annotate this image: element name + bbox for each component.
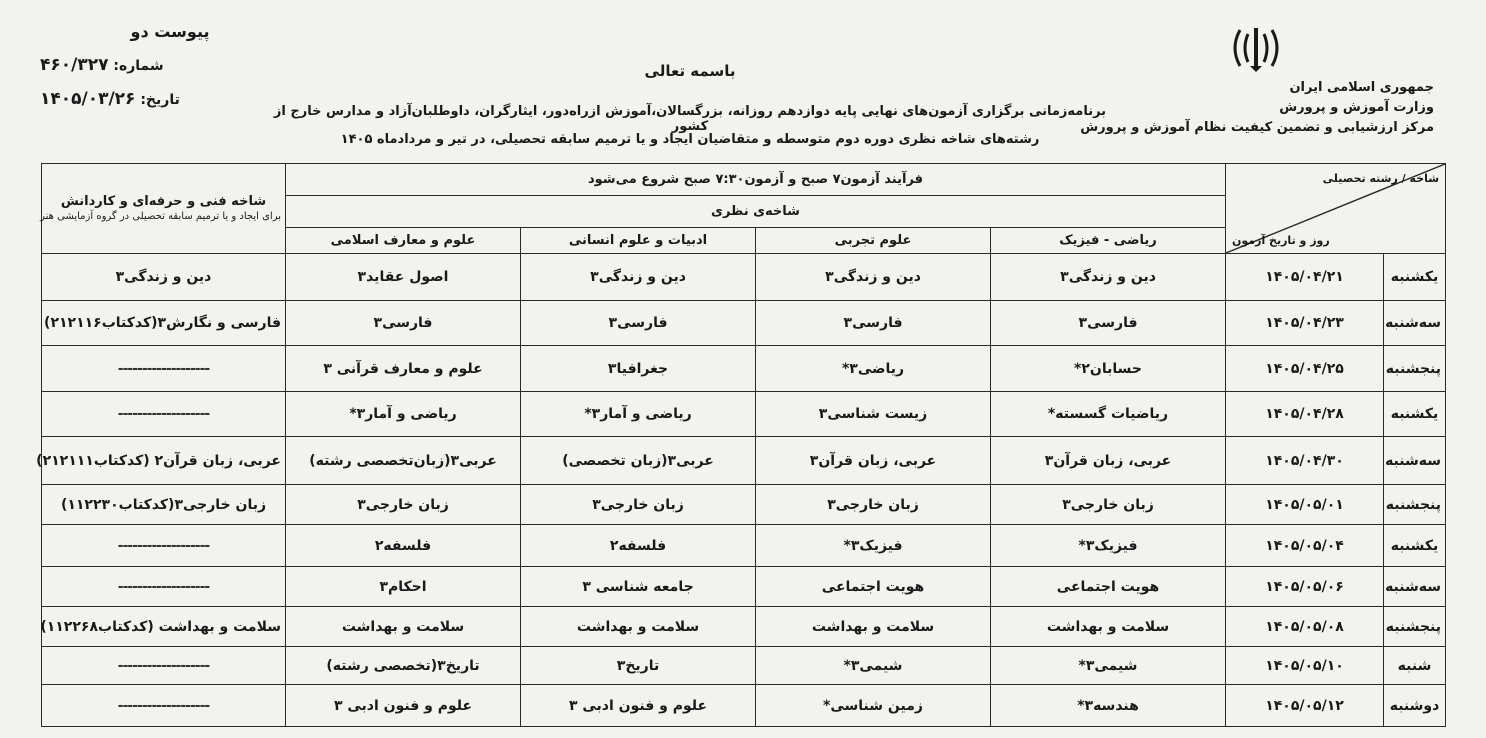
cell-math: دین و زندگی۳ — [991, 254, 1226, 301]
tech-branch-header — [42, 164, 286, 254]
cell-humanities: تاریخ۳ — [521, 647, 756, 685]
document-title: باسمه تعالی — [644, 62, 736, 80]
cell-tech: سلامت و بهداشت (کدکتاب۱۱۲۲۶۸) — [42, 607, 286, 647]
day-cell: پنجشنبه — [1384, 485, 1446, 525]
cell-math: فیزیک۳* — [991, 525, 1226, 567]
table-row — [42, 346, 1446, 392]
header-left — [40, 22, 270, 109]
day-cell: سه‌شنبه — [1384, 437, 1446, 485]
column-header-humanities: ادبیات و علوم انسانی — [521, 228, 756, 254]
cell-islamic: ریاضی و آمار۳* — [286, 392, 521, 437]
date-cell: ۱۴۰۵/۰۴/۲۱ — [1226, 254, 1384, 301]
day-cell: پنجشنبه — [1384, 607, 1446, 647]
day-cell: دوشنبه — [1384, 685, 1446, 727]
cell-humanities: جغرافیا۳ — [521, 346, 756, 392]
cell-science: هویت اجتماعی — [756, 567, 991, 607]
cell-math: عربی، زبان قرآن۳ — [991, 437, 1226, 485]
cell-tech: ------------------- — [42, 685, 286, 727]
day-cell: یکشنبه — [1384, 392, 1446, 437]
cell-islamic: عربی۳(زبان‌تخصصی رشته) — [286, 437, 521, 485]
cell-tech: ------------------- — [42, 525, 286, 567]
cell-tech: دین و زندگی۳ — [42, 254, 286, 301]
cell-math: فارسی۳ — [991, 301, 1226, 346]
table-row — [42, 607, 1446, 647]
table-row — [42, 525, 1446, 567]
date-cell: ۱۴۰۵/۰۵/۰۱ — [1226, 485, 1384, 525]
cell-math: هویت اجتماعی — [991, 567, 1226, 607]
date-cell: ۱۴۰۵/۰۵/۰۸ — [1226, 607, 1384, 647]
tech-branch-title: شاخه فنی و حرفه‌ای و کاردانش — [60, 194, 267, 209]
corner-top-label: شاخه / رشته تحصیلی — [1322, 172, 1440, 185]
cell-tech: عربی، زبان قرآن۲ (کدکتاب۲۱۲۱۱۱) — [42, 437, 286, 485]
date-label: تاریخ: — [140, 92, 180, 108]
day-cell: سه‌شنبه — [1384, 301, 1446, 346]
cell-islamic: فارسی۳ — [286, 301, 521, 346]
cell-science: زیست شناسی۳ — [756, 392, 991, 437]
center-name: مرکز ارزشیابی و تضمین کیفیت نظام آموزش و پرورش — [1080, 120, 1434, 135]
cell-science: زبان خارجی۳ — [756, 485, 991, 525]
table-row — [42, 567, 1446, 607]
table-row — [42, 301, 1446, 346]
table-row — [42, 685, 1446, 727]
cell-islamic: احکام۳ — [286, 567, 521, 607]
cell-math: شیمی۳* — [991, 647, 1226, 685]
cell-science: فیزیک۳* — [756, 525, 991, 567]
cell-humanities: فارسی۳ — [521, 301, 756, 346]
cell-math: ریاضیات گسسته* — [991, 392, 1226, 437]
date-cell: ۱۴۰۵/۰۵/۱۲ — [1226, 685, 1384, 727]
date-cell: ۱۴۰۵/۰۴/۲۳ — [1226, 301, 1384, 346]
cell-science: زمین شناسی* — [756, 685, 991, 727]
cell-math: زبان خارجی۳ — [991, 485, 1226, 525]
cell-tech: زبان خارجی۳(کدکتاب۱۱۲۲۳۰) — [42, 485, 286, 525]
cell-islamic: علوم و معارف قرآنی ۳ — [286, 346, 521, 392]
cell-science: شیمی۳* — [756, 647, 991, 685]
cell-humanities: سلامت و بهداشت — [521, 607, 756, 647]
attachment-label: پیوست دو — [130, 22, 210, 41]
cell-islamic: اصول عقاید۳ — [286, 254, 521, 301]
date-cell: ۱۴۰۵/۰۴/۲۵ — [1226, 346, 1384, 392]
corner-bottom-label: روز و تاریخ آزمون — [1232, 234, 1330, 247]
cell-tech: ------------------- — [42, 392, 286, 437]
day-cell: سه‌شنبه — [1384, 567, 1446, 607]
table-row — [42, 254, 1446, 301]
letter-number — [40, 55, 270, 75]
cell-humanities: فلسفه۲ — [521, 525, 756, 567]
day-cell: یکشنبه — [1384, 525, 1446, 567]
cell-humanities: دین و زندگی۳ — [521, 254, 756, 301]
cell-tech: ------------------- — [42, 647, 286, 685]
cell-math: حسابان۲* — [991, 346, 1226, 392]
cell-islamic: زبان خارجی۳ — [286, 485, 521, 525]
letter-date — [40, 89, 270, 109]
cell-science: دین و زندگی۳ — [756, 254, 991, 301]
date-cell: ۱۴۰۵/۰۴/۲۸ — [1226, 392, 1384, 437]
cell-islamic: تاریخ۳(تخصصی رشته) — [286, 647, 521, 685]
day-cell: یکشنبه — [1384, 254, 1446, 301]
cell-islamic: علوم و فنون ادبی ۳ — [286, 685, 521, 727]
cell-science: فارسی۳ — [756, 301, 991, 346]
cell-tech: ------------------- — [42, 346, 286, 392]
cell-math: هندسه۳* — [991, 685, 1226, 727]
number-label: شماره: — [113, 58, 164, 74]
day-cell: پنجشنبه — [1384, 346, 1446, 392]
cell-humanities: جامعه شناسی ۳ — [521, 567, 756, 607]
table-row — [42, 437, 1446, 485]
corner-cell — [1226, 164, 1446, 254]
country-name: جمهوری اسلامی ایران — [1289, 80, 1434, 95]
document-subtitle-1: برنامه‌زمانی برگزاری آزمون‌های نهایی پایه دوازدهم روزانه، بزرگسالان،آموزش ازراه‌دور، ایثارگران، داوطلبان‌آزاد و مدارس خارج از کشور — [273, 104, 1107, 134]
cell-science: سلامت و بهداشت — [756, 607, 991, 647]
date-cell: ۱۴۰۵/۰۵/۱۰ — [1226, 647, 1384, 685]
column-header-science: علوم تجربی — [756, 228, 991, 254]
day-cell: شنبه — [1384, 647, 1446, 685]
cell-math: سلامت و بهداشت — [991, 607, 1226, 647]
cell-science: ریاضی۳* — [756, 346, 991, 392]
column-header-math: ریاضی - فیزیک — [991, 228, 1226, 254]
date-cell: ۱۴۰۵/۰۵/۰۴ — [1226, 525, 1384, 567]
cell-science: عربی، زبان قرآن۳ — [756, 437, 991, 485]
tech-branch-subtitle: برای ایجاد و یا ترمیم سابقه تحصیلی در گروه آزمایشی هنر — [40, 211, 281, 222]
table-row — [42, 392, 1446, 437]
cell-humanities: زبان خارجی۳ — [521, 485, 756, 525]
theory-branch-header: شاخه‌ی نظری — [286, 196, 1226, 228]
number-value: ۴۶۰/۳۲۷ — [40, 55, 109, 75]
cell-humanities: ریاضی و آمار۳* — [521, 392, 756, 437]
cell-humanities: عربی۳(زبان تخصصی) — [521, 437, 756, 485]
cell-islamic: سلامت و بهداشت — [286, 607, 521, 647]
date-cell: ۱۴۰۵/۰۵/۰۶ — [1226, 567, 1384, 607]
table-row — [42, 647, 1446, 685]
cell-tech: ------------------- — [42, 567, 286, 607]
header-row-1 — [42, 164, 1446, 196]
exam-schedule-table — [36, 163, 1446, 727]
cell-tech: فارسی و نگارش۳(کدکتاب۲۱۲۱۱۶) — [42, 301, 286, 346]
column-header-islamic: علوم و معارف اسلامی — [286, 228, 521, 254]
table-row — [42, 485, 1446, 525]
date-value: ۱۴۰۵/۰۳/۲۶ — [40, 89, 136, 109]
cell-humanities: علوم و فنون ادبی ۳ — [521, 685, 756, 727]
date-cell: ۱۴۰۵/۰۴/۳۰ — [1226, 437, 1384, 485]
process-header: فرآیند آزمون۷ صبح و آزمون۷:۳۰ صبح شروع می‌شود — [286, 164, 1226, 196]
cell-islamic: فلسفه۲ — [286, 525, 521, 567]
iran-emblem-icon — [1226, 22, 1286, 74]
ministry-name: وزارت آموزش و پرورش — [1279, 100, 1434, 115]
document-subtitle-2: رشته‌های شاخه نظری دوره دوم متوسطه و متقاضیان ایجاد و یا ترمیم سابقه تحصیلی، در تیر و مردادماه ۱۴۰۵ — [340, 132, 1040, 147]
